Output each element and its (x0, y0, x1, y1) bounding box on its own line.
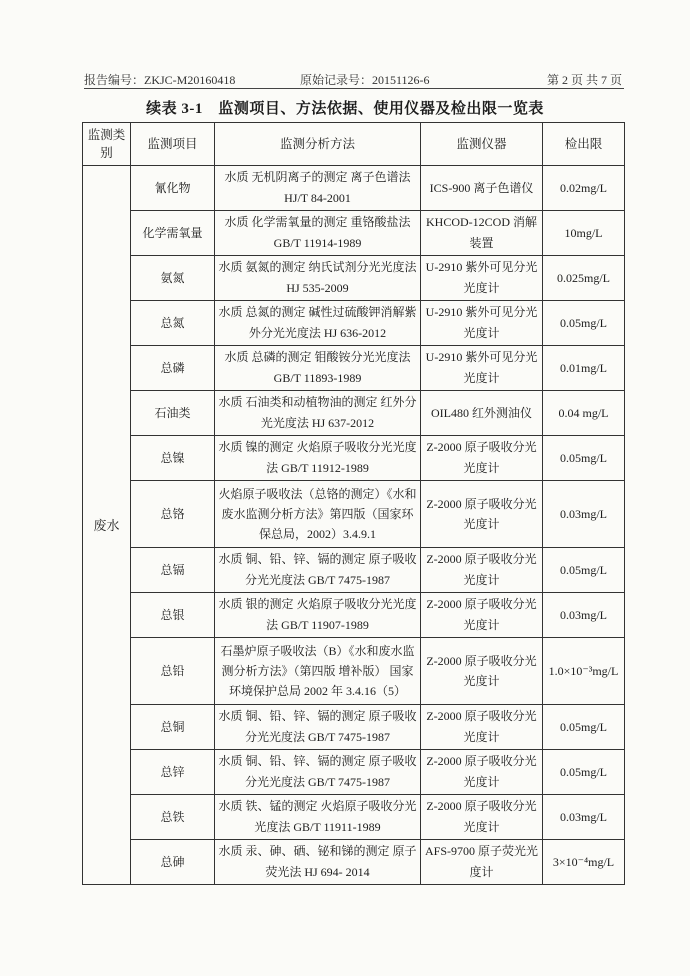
item-cell: 总氮 (131, 301, 215, 346)
limit-cell: 1.0×10⁻³mg/L (543, 638, 625, 705)
table-header-row (83, 123, 625, 166)
limit-cell: 0.05mg/L (543, 705, 625, 750)
method-cell: 水质 铜、铅、锌、镉的测定 原子吸收分光光度法 GB/T 7475-1987 (215, 750, 421, 795)
table-row (83, 301, 625, 346)
item-cell: 石油类 (131, 391, 215, 436)
method-cell: 水质 镍的测定 火焰原子吸收分光光度法 GB/T 11912-1989 (215, 436, 421, 481)
item-cell: 氨氮 (131, 256, 215, 301)
item-cell: 总镍 (131, 436, 215, 481)
table-row (83, 256, 625, 301)
limit-cell: 0.025mg/L (543, 256, 625, 301)
instrument-cell: OIL480 红外测油仪 (421, 391, 543, 436)
method-cell: 水质 铁、锰的测定 火焰原子吸收分光光度法 GB/T 11911-1989 (215, 795, 421, 840)
item-cell: 化学需氧量 (131, 211, 215, 256)
table-row (83, 638, 625, 705)
category-cell: 废水 (83, 166, 131, 885)
limit-cell: 0.01mg/L (543, 346, 625, 391)
limit-cell: 3×10⁻⁴mg/L (543, 840, 625, 885)
instrument-cell: Z-2000 原子吸收分光光度计 (421, 795, 543, 840)
limit-cell: 0.05mg/L (543, 548, 625, 593)
table-row (83, 548, 625, 593)
col-header-item: 监测项目 (131, 123, 215, 166)
instrument-cell: Z-2000 原子吸收分光光度计 (421, 638, 543, 705)
table-row (83, 750, 625, 795)
report-header (84, 70, 624, 89)
instrument-cell: KHCOD-12COD 消解装置 (421, 211, 543, 256)
instrument-cell: Z-2000 原子吸收分光光度计 (421, 436, 543, 481)
monitoring-table (82, 122, 625, 885)
table-row (83, 436, 625, 481)
table-title: 续表 3-1 监测项目、方法依据、使用仪器及检出限一览表 (146, 101, 544, 117)
item-cell: 总铅 (131, 638, 215, 705)
table-row (83, 211, 625, 256)
item-cell: 总镉 (131, 548, 215, 593)
table-row (83, 391, 625, 436)
method-cell: 石墨炉原子吸收法（B）《水和废水监测分析方法》（第四版 增补版） 国家环境保护总局 2002 年 3.4.16（5） (215, 638, 421, 705)
col-header-instrument: 监测仪器 (421, 123, 543, 166)
method-cell: 水质 无机阴离子的测定 离子色谱法 HJ/T 84-2001 (215, 166, 421, 211)
method-cell: 水质 汞、砷、硒、铋和锑的测定 原子荧光法 HJ 694- 2014 (215, 840, 421, 885)
item-cell: 总铁 (131, 795, 215, 840)
item-cell: 总铜 (131, 705, 215, 750)
item-cell: 总砷 (131, 840, 215, 885)
limit-cell: 0.05mg/L (543, 301, 625, 346)
report-number: 报告编号：ZKJC-M20160418 (84, 73, 236, 87)
page-number: 第 2 页 共 7 页 (546, 73, 622, 87)
col-header-method: 监测分析方法 (215, 123, 421, 166)
limit-cell: 0.03mg/L (543, 795, 625, 840)
item-cell: 总铬 (131, 481, 215, 548)
limit-cell: 10mg/L (543, 211, 625, 256)
limit-cell: 0.03mg/L (543, 593, 625, 638)
item-cell: 总磷 (131, 346, 215, 391)
method-cell: 水质 总磷的测定 钼酸铵分光光度法 GB/T 11893-1989 (215, 346, 421, 391)
item-cell: 总银 (131, 593, 215, 638)
instrument-cell: Z-2000 原子吸收分光光度计 (421, 750, 543, 795)
limit-cell: 0.04 mg/L (543, 391, 625, 436)
instrument-cell: AFS-9700 原子荧光光度计 (421, 840, 543, 885)
item-cell: 氰化物 (131, 166, 215, 211)
table-row (83, 705, 625, 750)
method-cell: 火焰原子吸收法（总铬的测定）《水和废水监测分析方法》第四版（国家环保总局，2002）3.4.9.1 (215, 481, 421, 548)
method-cell: 水质 石油类和动植物油的测定 红外分光光度法 HJ 637-2012 (215, 391, 421, 436)
instrument-cell: Z-2000 原子吸收分光光度计 (421, 593, 543, 638)
method-cell: 水质 铜、铅、锌、镉的测定 原子吸收分光光度法 GB/T 7475-1987 (215, 548, 421, 593)
method-cell: 水质 银的测定 火焰原子吸收分光光度法 GB/T 11907-1989 (215, 593, 421, 638)
instrument-cell: Z-2000 原子吸收分光光度计 (421, 705, 543, 750)
instrument-cell: Z-2000 原子吸收分光光度计 (421, 481, 543, 548)
instrument-cell: Z-2000 原子吸收分光光度计 (421, 548, 543, 593)
instrument-cell: U-2910 紫外可见分光光度计 (421, 301, 543, 346)
col-header-limit: 检出限 (543, 123, 625, 166)
method-cell: 水质 化学需氧量的测定 重铬酸盐法 GB/T 11914-1989 (215, 211, 421, 256)
limit-cell: 0.05mg/L (543, 750, 625, 795)
table-row (83, 795, 625, 840)
limit-cell: 0.05mg/L (543, 436, 625, 481)
item-cell: 总锌 (131, 750, 215, 795)
limit-cell: 0.03mg/L (543, 481, 625, 548)
limit-cell: 0.02mg/L (543, 166, 625, 211)
instrument-cell: ICS-900 离子色谱仪 (421, 166, 543, 211)
method-cell: 水质 总氮的测定 碱性过硫酸钾消解紫外分光光度法 HJ 636-2012 (215, 301, 421, 346)
table-row (83, 166, 625, 211)
table-row (83, 481, 625, 548)
instrument-cell: U-2910 紫外可见分光光度计 (421, 256, 543, 301)
method-cell: 水质 铜、铅、锌、镉的测定 原子吸收分光光度法 GB/T 7475-1987 (215, 705, 421, 750)
table-row (83, 346, 625, 391)
col-header-category: 监测类别 (83, 123, 131, 166)
method-cell: 水质 氨氮的测定 纳氏试剂分光光度法 HJ 535-2009 (215, 256, 421, 301)
table-row (83, 840, 625, 885)
table-row (83, 593, 625, 638)
record-number: 原始记录号：20151126-6 (300, 73, 430, 87)
instrument-cell: U-2910 紫外可见分光光度计 (421, 346, 543, 391)
